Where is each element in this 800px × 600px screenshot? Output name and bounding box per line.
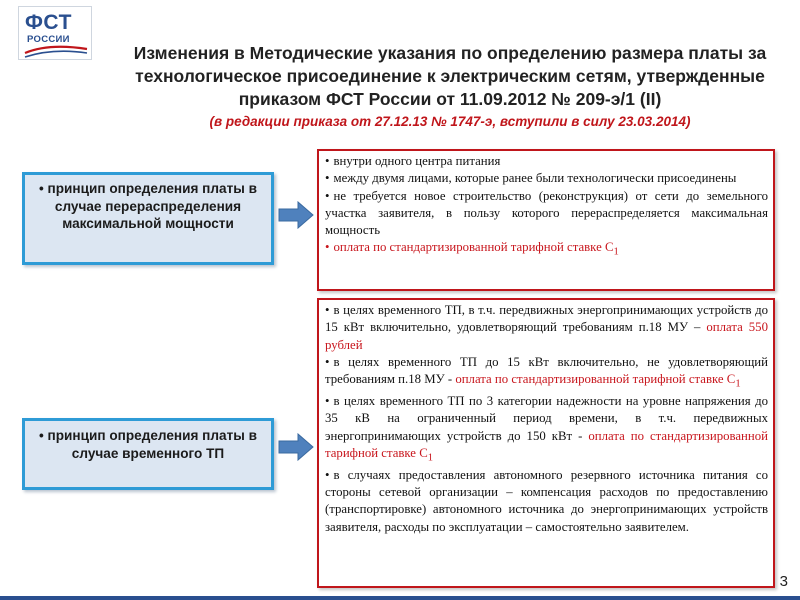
principle-label: • принцип определения платы в случае перераспределения максимальной мощности (39, 181, 257, 231)
list-item: • в целях временного ТП, в т.ч. передвижных энергопринимающих устройств до 15 кВт включительно, удовлетворяющий требованиям п.18 МУ – оплата 550 рублей (325, 303, 768, 352)
list-item: • в целях временного ТП по 3 категории надежности на уровне напряжения до 35 кВ на ограниченный период времени, в т.ч. передвижных энергопринимающих устройств до 150 кВт - оплата по стандартизированной тарифной ставке $С_1$ (325, 394, 768, 464)
footer-divider (0, 596, 800, 600)
list-item: • внутри одного центра питания (325, 154, 501, 168)
list-item: • не требуется новое строительство (реконструкция) от сети до земельного участка заявителя, в пользу которого перераспределяется максимальная мощность (325, 188, 768, 238)
conditions-box-temporary (317, 298, 775, 588)
header (110, 42, 790, 129)
logo-sub: РОССИИ (27, 34, 70, 45)
fst-logo (18, 6, 92, 60)
logo-name: ФСТ (25, 11, 72, 34)
arrow-right-icon (278, 433, 314, 461)
page-subtitle: (в редакции приказа от 27.12.13 № 1747-э, вступили в силу 23.03.2014) (209, 114, 691, 129)
page-title: Изменения в Методические указания по определению размера платы за технологическое присоединение к электрическим сетям, утвержденные приказом ФСТ России от 11.09.2012 № 209-э/1 (II) (133, 43, 767, 109)
page-number: 3 (779, 573, 788, 590)
logo-swoosh-icon (19, 7, 93, 61)
principle-box-temporary (22, 418, 274, 490)
arrow-right-icon (278, 201, 314, 229)
list-item: • между двумя лицами, которые ранее были технологически присоединены (325, 171, 737, 186)
principle-label: • принцип определения платы в случае временного ТП (39, 428, 257, 461)
conditions-box-redistribution (317, 149, 775, 291)
list-item: • в случаях предоставления автономного резервного источника питания со стороны сетевой организации – компенсация расходов по предоставлению (транспортировке) автономного источника до энергопринимающих устройств заявителя, расходы по эксплуатации – самостоятельно заявителем. (325, 467, 768, 534)
list-item: • оплата по стандартизированной тарифной ставке $С_1$ (325, 240, 619, 259)
list-item: • в целях временного ТП до 15 кВт включительно, не удовлетворяющий требованиям п.18 МУ - оплата по стандартизированной тарифной ставке $С_1$ (325, 354, 768, 390)
principle-box-redistribution (22, 172, 274, 265)
